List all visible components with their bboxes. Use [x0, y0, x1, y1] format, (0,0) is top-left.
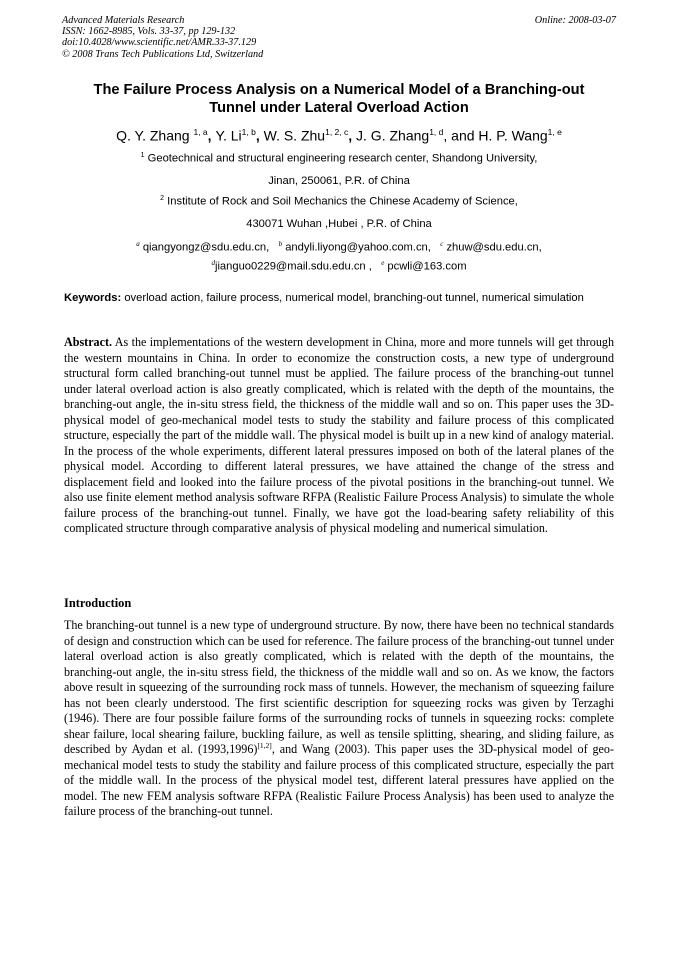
journal-header	[62, 15, 616, 60]
author-name: W. S. Zhu	[263, 127, 326, 144]
email-address[interactable]: pcwli@163.com	[387, 260, 467, 273]
affiliation-address: 430071 Wuhan ,Hubei , P.R. of China	[246, 217, 432, 230]
affiliation-1	[30, 149, 648, 188]
email-mark: c	[440, 240, 444, 248]
email-line-2	[30, 256, 648, 274]
keywords-block	[64, 291, 614, 305]
doi-line: doi:10.4028/www.scientific.net/AMR.33-37.129	[62, 37, 257, 49]
author-affil-mark: 1, e	[547, 127, 562, 137]
author-affil-mark: 1, a	[193, 127, 208, 137]
author-affil-mark: 1, 2, c	[325, 127, 349, 137]
journal-name: Advanced Materials Research	[62, 15, 185, 26]
author-name: Y. Li	[215, 127, 242, 144]
affiliation-text: Institute of Rock and Soil Mechanics the Chinese Academy of Science,	[167, 195, 518, 208]
online-date: Online: 2008-03-07	[534, 15, 616, 26]
title-line-2: Tunnel under Lateral Overload Action	[209, 99, 469, 116]
affiliation-text: Geotechnical and structural engineering research center, Shandong University,	[147, 152, 538, 165]
keywords-text: overload action, failure process, numerical model, branching-out tunnel, numerical simulation	[124, 292, 584, 304]
email-address[interactable]: zhuw@sdu.edu.cn,	[446, 241, 542, 254]
author-list	[20, 123, 658, 145]
email-address[interactable]: qiangyongz@sdu.edu.cn,	[142, 241, 270, 254]
author-affil-mark: 1, b	[241, 127, 256, 137]
email-address[interactable]: andyli.liyong@yahoo.com.cn,	[285, 241, 431, 254]
author-separator: ,	[255, 127, 264, 144]
author-name: H. P. Wang	[478, 127, 548, 144]
email-mark: d	[211, 259, 215, 267]
author-separator: , and	[443, 127, 479, 144]
introduction-text: The branching-out tunnel is a new type of underground structure. By now, there have been no technical standards of design and construction which can be used for reference. The failure process of the branching-out tunnel under lateral overload action is also greatly complicated, which is related with the depth of the mountains, the branching-out angle, the in-situ stress field, the thickness of the middle wall and so on. As we know, the factors above result in squeezing of the surrounding rock mass of tunnels. However, the mechanism of squeezing failure has not been clearly understood. The first scientific description for squeezing rocks was given by Terzaghi (1946). There are four possible failure forms of the surrounding rocks of tunnels in squeezing rocks: complete shear failure, local shearing failure, buckling failure, as well as tensile splitting, shearing, and sliding failure, as described by Aydan et al. (1993,1996)	[64, 618, 614, 756]
affiliation-mark: 2	[160, 195, 165, 202]
issn-line: ISSN: 1662-8985, Vols. 33-37, pp 129-132	[62, 26, 236, 38]
email-mark: a	[136, 240, 140, 248]
abstract-label: Abstract.	[64, 335, 113, 349]
title-line-1: The Failure Process Analysis on a Numerical Model of a Branching-out	[93, 82, 585, 98]
author-affil-mark: 1, d	[429, 127, 444, 137]
email-mark: e	[381, 259, 385, 267]
citation-mark[interactable]: [1,2]	[257, 740, 272, 750]
author-name: Q. Y. Zhang	[116, 127, 190, 144]
section-heading-introduction: Introduction	[64, 596, 132, 610]
email-address[interactable]: jianguo0229@mail.sdu.edu.cn ,	[214, 260, 372, 273]
author-separator: ,	[348, 127, 357, 144]
affiliation-address: Jinan, 250061, P.R. of China	[268, 174, 410, 187]
email-mark: b	[278, 240, 283, 248]
abstract-block	[64, 335, 614, 537]
abstract-text: As the implementations of the western development in China, more and more tunnels will get through the western mountains in China. In order to economize the construction costs, a new type of underground structural form called branching-out tunnel must be applied. The failure process of the branching-out tunnel under lateral overload action is also greatly complicated, which is related with the depth of the mountains, the branching-out angle, the in-situ stress field, the thickness of the middle wall and so on. This paper uses the 3D-physical model of geo-mechanical model tests to study the stability and failure process of this complicated structure, especially the part of the middle wall. The physical model is built up in a new kind of analogy material. In the process of the whole experiments, different lateral pressures imposed on both of the lateral planes of the physical model. According to different lateral pressures, we have attained the change of the stress and displacement field and looked into the failure process of the pivotal positions in the branching-out tunnel. We also use finite element method analysis software RFPA (Realistic Failure Process Analysis) to simulate the whole failure process of the branching-out tunnel. Finally, we have got the load-bearing safety reliability of this complicated structure through comparative analysis of physical modeling and numerical simulation.	[64, 335, 614, 535]
author-separator: ,	[207, 127, 216, 144]
keywords-label: Keywords:	[64, 292, 122, 304]
affiliation-mark: 1	[140, 152, 145, 159]
email-line-1	[30, 237, 648, 255]
paper-title	[40, 82, 638, 117]
affiliation-2	[30, 192, 648, 231]
copyright-line: © 2008 Trans Tech Publications Ltd, Switzerland	[62, 48, 264, 60]
introduction-text-continued: , and Wang (2003). This paper uses the 3D-physical model of geo-mechanical model tests to study the stability and failure process of this complicated structure, especially the part of the middle wall. In the process of the physical model test, different lateral pressures have applied on the model. The new FEM analysis software RFPA (Realistic Failure Process Analysis) has been used to analyze the failure process of the branching-out tunnel.	[64, 742, 615, 818]
introduction-body	[64, 618, 614, 820]
author-name: J. G. Zhang	[356, 127, 430, 144]
